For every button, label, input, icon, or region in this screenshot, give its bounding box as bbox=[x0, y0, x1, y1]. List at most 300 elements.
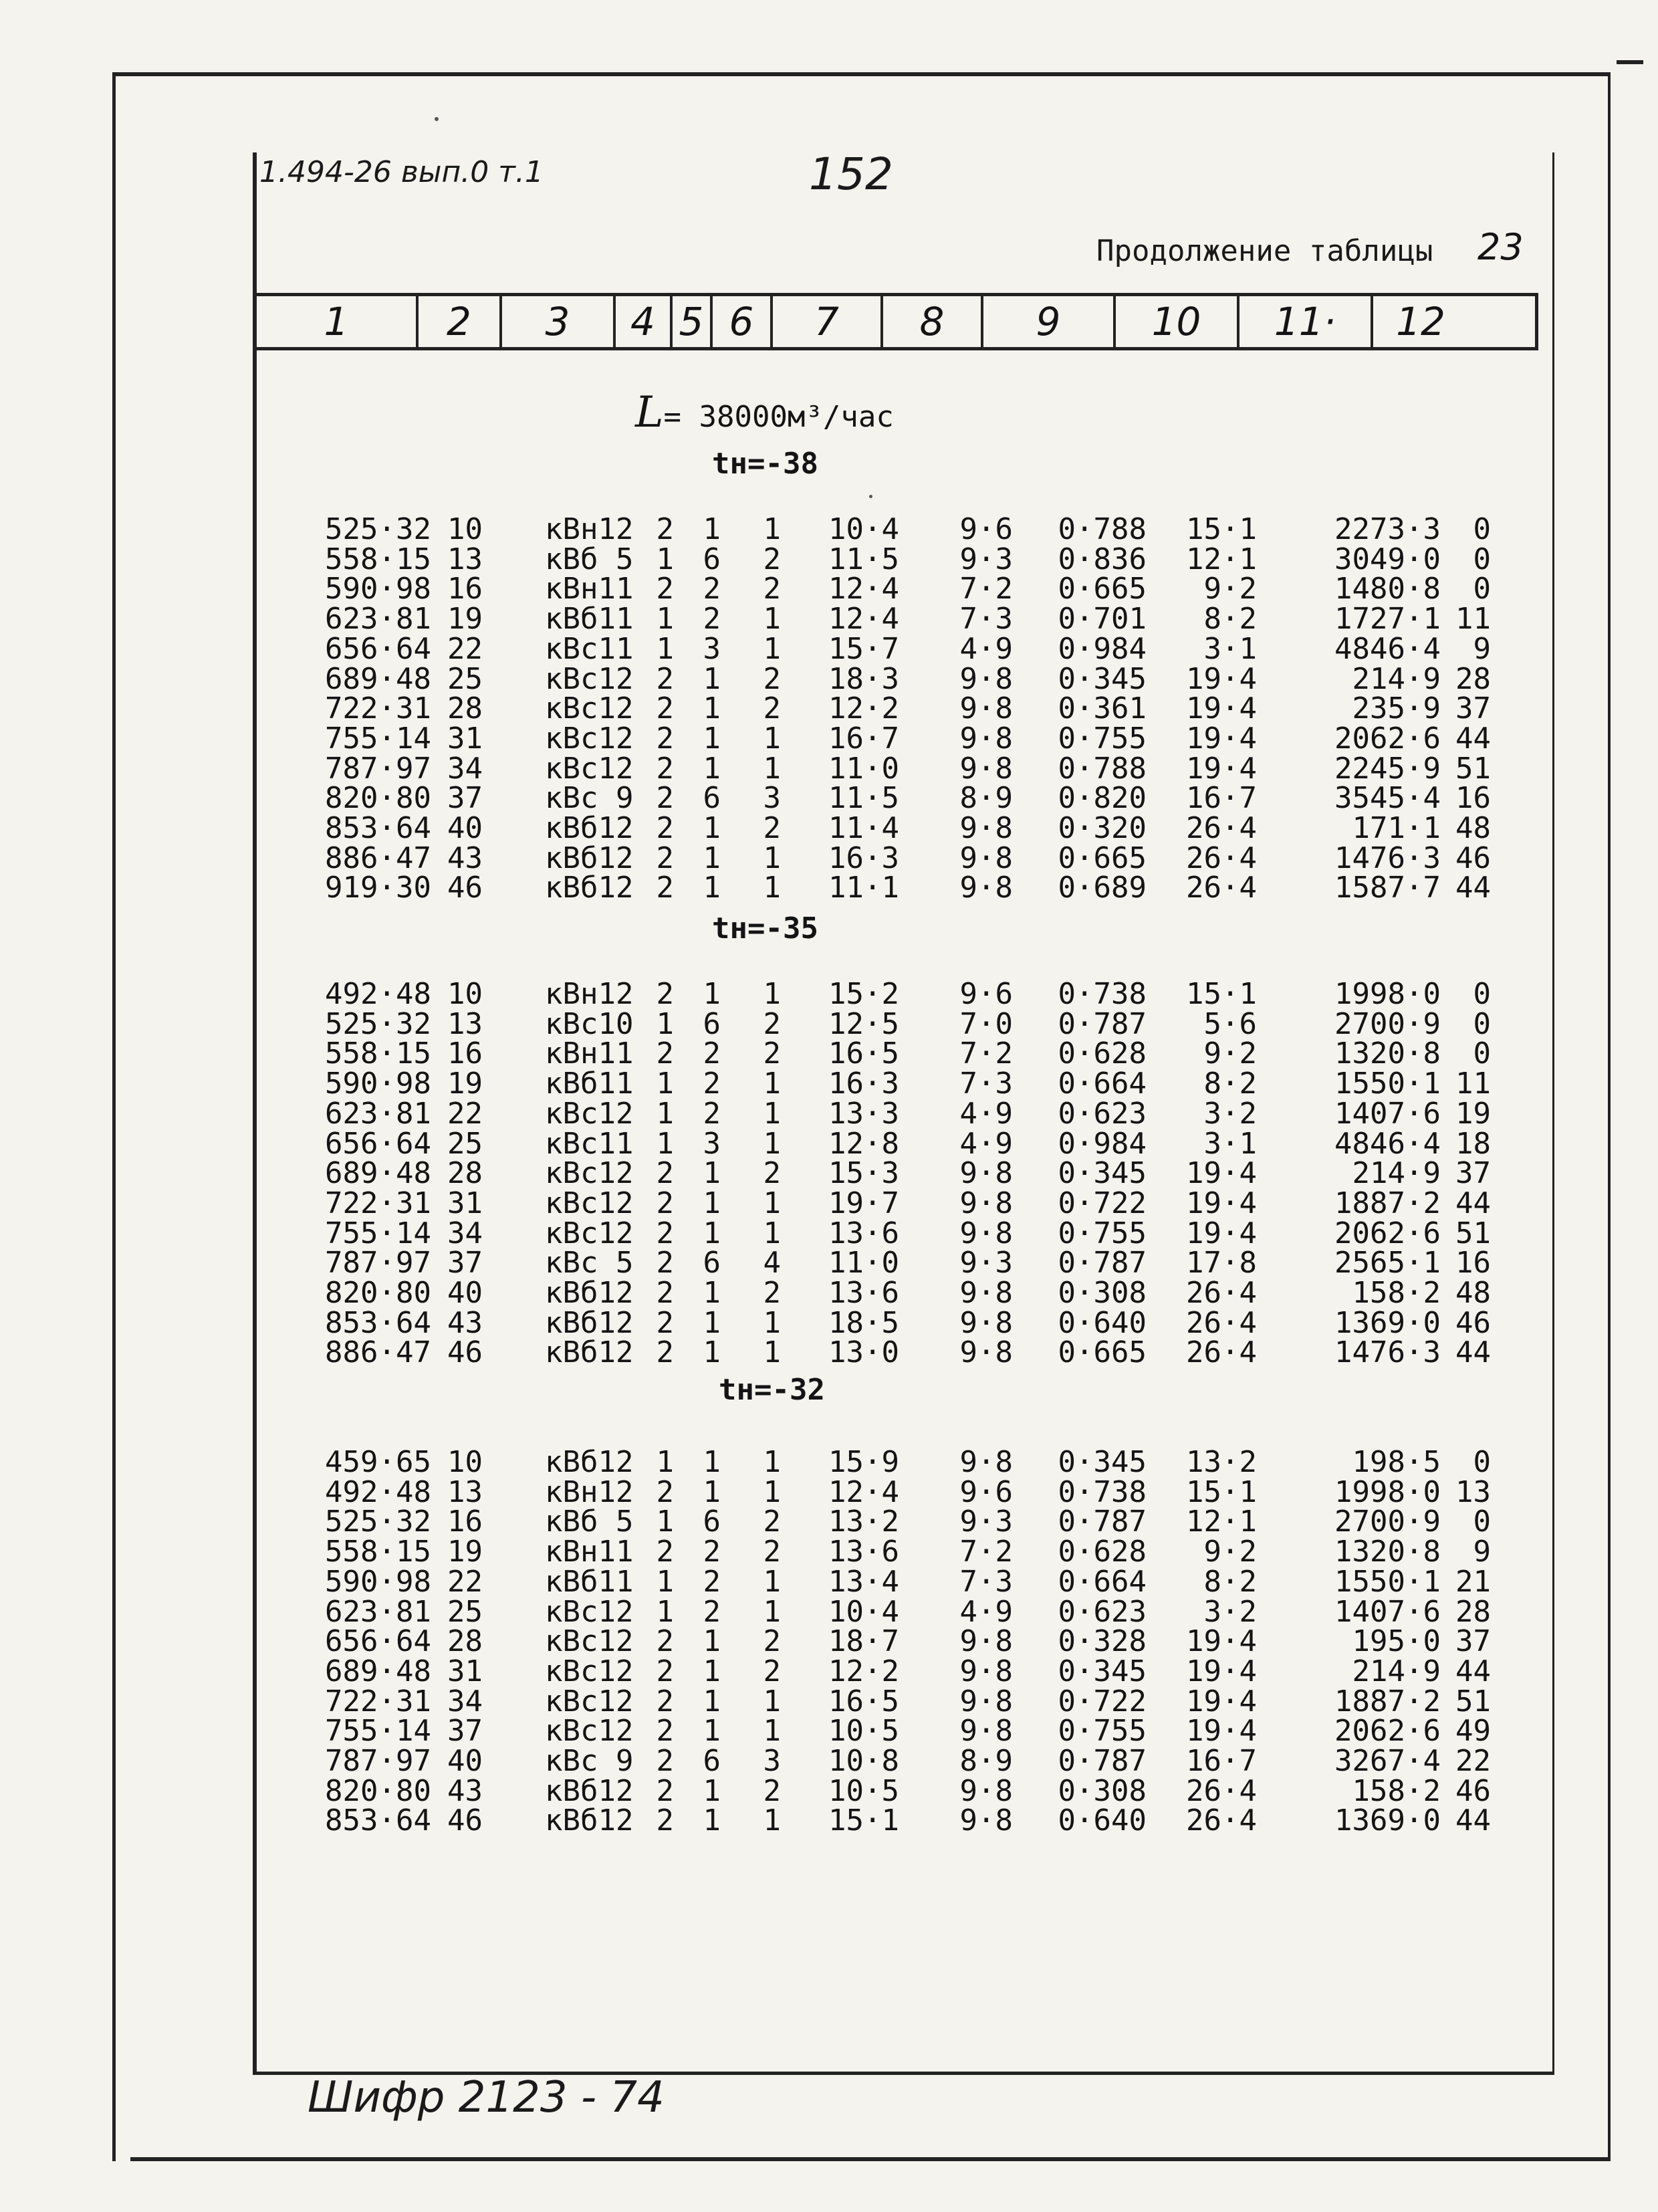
cell-col-7: 13·0 bbox=[828, 1335, 899, 1370]
cell-col-2: 40 bbox=[447, 1744, 483, 1778]
cell-col-4: 1 bbox=[656, 1505, 674, 1539]
table-row bbox=[0, 1537, 1658, 1567]
cell-col-7: 12·4 bbox=[828, 1474, 899, 1509]
cell-col-11: 2062·6 bbox=[1334, 1216, 1441, 1250]
cell-col-12: 46 bbox=[1455, 841, 1491, 875]
cell-col-12: 28 bbox=[1455, 661, 1491, 696]
table-row bbox=[0, 602, 1658, 637]
cell-col-7: 11·5 bbox=[828, 781, 899, 816]
column-header-12: 12 bbox=[1396, 299, 1445, 344]
cell-col-9: 0·787 bbox=[1058, 1505, 1147, 1539]
cell-col-6: 2 bbox=[763, 1505, 781, 1539]
cell-col-11: 1887·2 bbox=[1334, 1684, 1441, 1719]
table-row bbox=[0, 1744, 1658, 1778]
cell-col-3: кВб12 bbox=[545, 1276, 634, 1310]
cell-col-11: 2062·6 bbox=[1334, 721, 1441, 756]
cell-col-9: 0·787 bbox=[1058, 1744, 1147, 1778]
cell-col-10: 15·1 bbox=[1186, 512, 1257, 546]
cell-col-11: 1320·8 bbox=[1334, 1535, 1441, 1569]
cell-col-5: 2 bbox=[703, 1564, 721, 1599]
cell-col-3: кВн11 bbox=[545, 1036, 634, 1071]
cell-col-7: 16·5 bbox=[828, 1684, 899, 1719]
cell-col-11: 1320·8 bbox=[1334, 1036, 1441, 1071]
table-row bbox=[0, 631, 1658, 666]
cell-col-11: 2273·3 bbox=[1334, 512, 1441, 546]
cell-col-2: 43 bbox=[447, 841, 483, 875]
flow-rate-value: = 38000м³/час bbox=[663, 400, 894, 434]
cell-col-8: 9·3 bbox=[959, 542, 1013, 576]
cell-col-10: 3·1 bbox=[1203, 631, 1257, 666]
cell-col-6: 1 bbox=[763, 1803, 781, 1838]
cell-col-9: 0·345 bbox=[1058, 1156, 1147, 1191]
cell-col-7: 11·5 bbox=[828, 542, 899, 576]
cell-col-11: 4846·4 bbox=[1334, 631, 1441, 666]
cell-col-10: 15·1 bbox=[1186, 977, 1257, 1011]
cell-col-8: 9·8 bbox=[959, 1276, 1013, 1310]
cell-col-8: 7·3 bbox=[959, 1564, 1013, 1599]
cell-col-3: кВс12 bbox=[545, 1654, 634, 1688]
cell-col-9: 0·689 bbox=[1058, 871, 1147, 905]
cell-col-9: 0·664 bbox=[1058, 1564, 1147, 1599]
table-row bbox=[0, 1654, 1658, 1688]
cell-col-6: 1 bbox=[763, 1594, 781, 1629]
table-row bbox=[0, 1474, 1658, 1509]
cell-col-5: 1 bbox=[703, 691, 721, 726]
cell-col-12: 0 bbox=[1473, 977, 1491, 1011]
cell-col-12: 9 bbox=[1473, 631, 1491, 666]
cell-col-5: 2 bbox=[703, 602, 721, 637]
cell-col-7: 15·3 bbox=[828, 1156, 899, 1191]
cell-col-1: 558·15 bbox=[325, 1036, 431, 1071]
cell-col-7: 13·3 bbox=[828, 1096, 899, 1131]
cell-col-3: кВб12 bbox=[545, 841, 634, 875]
cell-col-10: 19·4 bbox=[1186, 721, 1257, 756]
cell-col-10: 26·4 bbox=[1186, 1335, 1257, 1370]
cell-col-12: 37 bbox=[1455, 1624, 1491, 1659]
cell-col-12: 0 bbox=[1473, 1445, 1491, 1479]
cell-col-11: 214·9 bbox=[1352, 661, 1441, 696]
cell-col-4: 1 bbox=[656, 1096, 674, 1131]
cell-col-1: 525·32 bbox=[325, 512, 431, 546]
cell-col-7: 12·4 bbox=[828, 572, 899, 606]
cell-col-9: 0·755 bbox=[1058, 1714, 1147, 1749]
cell-col-12: 44 bbox=[1455, 1803, 1491, 1838]
cell-col-3: кВн12 bbox=[545, 1474, 634, 1509]
cell-col-5: 6 bbox=[703, 1505, 721, 1539]
cell-col-4: 2 bbox=[656, 661, 674, 696]
column-header-10: 10 bbox=[1116, 296, 1239, 347]
cell-col-6: 2 bbox=[763, 1006, 781, 1041]
section-title: tн=-38 bbox=[712, 447, 818, 481]
table-row bbox=[0, 574, 1658, 604]
cell-col-8: 9·8 bbox=[959, 751, 1013, 786]
cell-col-4: 1 bbox=[656, 1006, 674, 1041]
table-row bbox=[0, 1335, 1658, 1370]
cell-col-6: 2 bbox=[763, 1773, 781, 1808]
cell-col-2: 19 bbox=[447, 602, 483, 637]
cell-col-7: 15·1 bbox=[828, 1803, 899, 1838]
cell-col-6: 2 bbox=[763, 1654, 781, 1688]
cell-col-10: 26·4 bbox=[1186, 1803, 1257, 1838]
cell-col-3: кВб11 bbox=[545, 602, 634, 637]
cell-col-12: 0 bbox=[1473, 572, 1491, 606]
cell-col-5: 1 bbox=[703, 1305, 721, 1340]
cell-col-1: 853·64 bbox=[325, 1305, 431, 1340]
cell-col-6: 1 bbox=[763, 721, 781, 756]
cell-col-7: 16·7 bbox=[828, 721, 899, 756]
cell-col-12: 48 bbox=[1455, 1276, 1491, 1310]
cell-col-5: 1 bbox=[703, 1654, 721, 1688]
cell-col-12: 13 bbox=[1455, 1474, 1491, 1509]
cell-col-9: 0·788 bbox=[1058, 512, 1147, 546]
cell-col-10: 16·7 bbox=[1186, 1744, 1257, 1778]
cell-col-12: 44 bbox=[1455, 721, 1491, 756]
cell-col-2: 10 bbox=[447, 512, 483, 546]
cell-col-5: 1 bbox=[703, 661, 721, 696]
cell-col-6: 1 bbox=[763, 1126, 781, 1161]
cell-col-9: 0·701 bbox=[1058, 602, 1147, 637]
cell-col-1: 590·98 bbox=[325, 1067, 431, 1101]
cell-col-4: 2 bbox=[656, 572, 674, 606]
cell-col-10: 16·7 bbox=[1186, 781, 1257, 816]
cell-col-3: кВс12 bbox=[545, 1594, 634, 1629]
cell-col-1: 623·81 bbox=[325, 602, 431, 637]
cell-col-9: 0·640 bbox=[1058, 1305, 1147, 1340]
cell-col-4: 2 bbox=[656, 512, 674, 546]
cell-col-4: 2 bbox=[656, 781, 674, 816]
cell-col-2: 28 bbox=[447, 691, 483, 726]
cell-col-10: 19·4 bbox=[1186, 691, 1257, 726]
cell-col-4: 2 bbox=[656, 1305, 674, 1340]
cell-col-5: 2 bbox=[703, 1096, 721, 1131]
cell-col-11: 1369·0 bbox=[1334, 1305, 1441, 1340]
cell-col-2: 34 bbox=[447, 1684, 483, 1719]
cell-col-12: 49 bbox=[1455, 1714, 1491, 1749]
cell-col-4: 1 bbox=[656, 631, 674, 666]
table-row bbox=[0, 1803, 1658, 1838]
cell-col-6: 2 bbox=[763, 1624, 781, 1659]
cell-col-4: 2 bbox=[656, 977, 674, 1011]
cell-col-3: кВб 5 bbox=[545, 542, 634, 576]
column-header-11: 11· bbox=[1239, 296, 1373, 347]
cell-col-2: 40 bbox=[447, 811, 483, 845]
cell-col-5: 1 bbox=[703, 751, 721, 786]
column-header-9: 9 bbox=[983, 296, 1116, 347]
cell-col-2: 46 bbox=[447, 1803, 483, 1838]
cell-col-12: 37 bbox=[1455, 1156, 1491, 1191]
cell-col-8: 9·8 bbox=[959, 1684, 1013, 1719]
cell-col-6: 2 bbox=[763, 661, 781, 696]
cell-col-1: 590·98 bbox=[325, 572, 431, 606]
cell-col-8: 9·8 bbox=[959, 691, 1013, 726]
column-header-4: 4 bbox=[616, 296, 673, 347]
cell-col-5: 1 bbox=[703, 1445, 721, 1479]
cell-col-10: 8·2 bbox=[1203, 602, 1257, 637]
cell-col-7: 18·3 bbox=[828, 661, 899, 696]
cell-col-8: 9·8 bbox=[959, 1156, 1013, 1191]
cell-col-8: 9·8 bbox=[959, 661, 1013, 696]
column-header-6: 6 bbox=[713, 296, 773, 347]
cell-col-11: 1727·1 bbox=[1334, 602, 1441, 637]
column-header-row bbox=[257, 293, 1538, 350]
cell-col-9: 0·820 bbox=[1058, 781, 1147, 816]
cell-col-2: 31 bbox=[447, 1186, 483, 1220]
column-header-3: 3 bbox=[502, 296, 616, 347]
cell-col-2: 31 bbox=[447, 721, 483, 756]
table-row bbox=[0, 691, 1658, 726]
cell-col-5: 2 bbox=[703, 1535, 721, 1569]
cell-col-11: 2700·9 bbox=[1334, 1505, 1441, 1539]
cell-col-12: 44 bbox=[1455, 1335, 1491, 1370]
cell-col-11: 2245·9 bbox=[1334, 751, 1441, 786]
cell-col-9: 0·665 bbox=[1058, 1335, 1147, 1370]
cell-col-4: 2 bbox=[656, 1335, 674, 1370]
cell-col-3: кВн12 bbox=[545, 977, 634, 1011]
cell-col-11: 1480·8 bbox=[1334, 572, 1441, 606]
cell-col-3: кВс12 bbox=[545, 1186, 634, 1220]
cell-col-9: 0·664 bbox=[1058, 1067, 1147, 1101]
cell-col-7: 12·5 bbox=[828, 1006, 899, 1041]
cell-col-2: 43 bbox=[447, 1773, 483, 1808]
cell-col-12: 19 bbox=[1455, 1096, 1491, 1131]
cell-col-11: 214·9 bbox=[1352, 1654, 1441, 1688]
cell-col-10: 8·2 bbox=[1203, 1067, 1257, 1101]
cell-col-8: 4·9 bbox=[959, 1594, 1013, 1629]
cell-col-2: 16 bbox=[447, 1505, 483, 1539]
cell-col-12: 18 bbox=[1455, 1126, 1491, 1161]
cell-col-9: 0·320 bbox=[1058, 811, 1147, 845]
cell-col-5: 1 bbox=[703, 811, 721, 845]
cell-col-5: 2 bbox=[703, 1036, 721, 1071]
cell-col-7: 12·2 bbox=[828, 691, 899, 726]
cell-col-6: 1 bbox=[763, 1096, 781, 1131]
cell-col-1: 886·47 bbox=[325, 1335, 431, 1370]
cell-col-8: 9·8 bbox=[959, 1305, 1013, 1340]
cell-col-7: 15·2 bbox=[828, 977, 899, 1011]
cell-col-5: 1 bbox=[703, 977, 721, 1011]
cell-col-7: 16·3 bbox=[828, 841, 899, 875]
table-row bbox=[0, 721, 1658, 756]
cell-col-1: 722·31 bbox=[325, 1684, 431, 1719]
cell-col-8: 9·8 bbox=[959, 1624, 1013, 1659]
cell-col-7: 13·6 bbox=[828, 1276, 899, 1310]
cell-col-1: 722·31 bbox=[325, 691, 431, 726]
table-row bbox=[0, 1096, 1658, 1131]
cell-col-5: 2 bbox=[703, 572, 721, 606]
cell-col-10: 19·4 bbox=[1186, 1684, 1257, 1719]
cell-col-9: 0·738 bbox=[1058, 977, 1147, 1011]
cell-col-11: 1550·1 bbox=[1334, 1067, 1441, 1101]
cell-col-2: 19 bbox=[447, 1535, 483, 1569]
cell-col-2: 34 bbox=[447, 1216, 483, 1250]
cell-col-11: 1550·1 bbox=[1334, 1564, 1441, 1599]
cell-col-5: 1 bbox=[703, 1773, 721, 1808]
cell-col-9: 0·623 bbox=[1058, 1096, 1147, 1131]
cell-col-11: 3545·4 bbox=[1334, 781, 1441, 816]
cell-col-11: 235·9 bbox=[1352, 691, 1441, 726]
cell-col-11: 158·2 bbox=[1352, 1773, 1441, 1808]
cell-col-8: 9·8 bbox=[959, 1714, 1013, 1749]
cell-col-4: 2 bbox=[656, 1216, 674, 1250]
flow-symbol: L bbox=[635, 388, 664, 437]
cell-col-10: 3·1 bbox=[1203, 1126, 1257, 1161]
cell-col-4: 2 bbox=[656, 1624, 674, 1659]
cell-col-11: 2062·6 bbox=[1334, 1714, 1441, 1749]
cell-col-7: 15·7 bbox=[828, 631, 899, 666]
table-row bbox=[0, 1036, 1658, 1071]
cell-col-10: 3·2 bbox=[1203, 1594, 1257, 1629]
cell-col-2: 19 bbox=[447, 1067, 483, 1101]
cell-col-1: 623·81 bbox=[325, 1096, 431, 1131]
column-header-2: 2 bbox=[419, 296, 502, 347]
cell-col-10: 12·1 bbox=[1186, 1505, 1257, 1539]
cell-col-7: 12·4 bbox=[828, 602, 899, 637]
cell-col-8: 7·2 bbox=[959, 1036, 1013, 1071]
cell-col-4: 1 bbox=[656, 1594, 674, 1629]
cell-col-3: кВб12 bbox=[545, 871, 634, 905]
cell-col-9: 0·623 bbox=[1058, 1594, 1147, 1629]
cell-col-12: 21 bbox=[1455, 1564, 1491, 1599]
cell-col-9: 0·628 bbox=[1058, 1036, 1147, 1071]
cell-col-1: 656·64 bbox=[325, 1624, 431, 1659]
cell-col-1: 820·80 bbox=[325, 781, 431, 816]
table-row bbox=[0, 1564, 1658, 1599]
cell-col-9: 0·345 bbox=[1058, 661, 1147, 696]
table-continuation-title: Продолжение таблицы bbox=[1096, 234, 1433, 268]
cell-col-4: 2 bbox=[656, 691, 674, 726]
cell-col-1: 787·97 bbox=[325, 751, 431, 786]
cell-col-9: 0·361 bbox=[1058, 691, 1147, 726]
cell-col-2: 46 bbox=[447, 871, 483, 905]
cell-col-3: кВн12 bbox=[545, 512, 634, 546]
cell-col-10: 26·4 bbox=[1186, 1773, 1257, 1808]
cell-col-11: 1407·6 bbox=[1334, 1096, 1441, 1131]
cell-col-4: 2 bbox=[656, 1036, 674, 1071]
table-number: 23 bbox=[1477, 226, 1524, 268]
table-row bbox=[0, 1507, 1658, 1537]
cell-col-5: 1 bbox=[703, 841, 721, 875]
cell-col-1: 558·15 bbox=[325, 542, 431, 576]
table-row bbox=[0, 1684, 1658, 1719]
cell-col-6: 2 bbox=[763, 811, 781, 845]
cell-col-11: 2700·9 bbox=[1334, 1006, 1441, 1041]
cell-col-12: 11 bbox=[1455, 1067, 1491, 1101]
cell-col-7: 10·8 bbox=[828, 1744, 899, 1778]
cell-col-10: 26·4 bbox=[1186, 841, 1257, 875]
cell-col-2: 16 bbox=[447, 572, 483, 606]
cell-col-2: 34 bbox=[447, 751, 483, 786]
cell-col-2: 40 bbox=[447, 1276, 483, 1310]
cell-col-12: 0 bbox=[1473, 512, 1491, 546]
cell-col-1: 492·48 bbox=[325, 977, 431, 1011]
speck bbox=[869, 495, 872, 498]
cell-col-2: 28 bbox=[447, 1156, 483, 1191]
cell-col-5: 3 bbox=[703, 1126, 721, 1161]
cell-col-11: 2565·1 bbox=[1334, 1246, 1441, 1281]
cell-col-7: 11·4 bbox=[828, 811, 899, 845]
cell-col-3: кВб12 bbox=[545, 1445, 634, 1479]
cell-col-5: 1 bbox=[703, 1684, 721, 1719]
column-header-1: 1 bbox=[257, 296, 419, 347]
cell-col-4: 1 bbox=[656, 602, 674, 637]
cell-col-7: 10·4 bbox=[828, 1594, 899, 1629]
cell-col-3: кВс12 bbox=[545, 661, 634, 696]
cell-col-1: 656·64 bbox=[325, 1126, 431, 1161]
table-row bbox=[0, 542, 1658, 576]
table-row bbox=[0, 1714, 1658, 1749]
table-row bbox=[0, 1186, 1658, 1220]
cell-col-2: 46 bbox=[447, 1335, 483, 1370]
cell-col-6: 3 bbox=[763, 1744, 781, 1778]
cell-col-3: кВб12 bbox=[545, 1773, 634, 1808]
cell-col-9: 0·755 bbox=[1058, 1216, 1147, 1250]
cell-col-4: 2 bbox=[656, 1156, 674, 1191]
cell-col-4: 1 bbox=[656, 1126, 674, 1161]
cell-col-10: 13·2 bbox=[1186, 1445, 1257, 1479]
cell-col-3: кВс12 bbox=[545, 721, 634, 756]
cell-col-1: 820·80 bbox=[325, 1276, 431, 1310]
cell-col-6: 4 bbox=[763, 1246, 781, 1281]
cell-col-3: кВб 5 bbox=[545, 1505, 634, 1539]
cell-col-12: 51 bbox=[1455, 1684, 1491, 1719]
cell-col-4: 2 bbox=[656, 1684, 674, 1719]
cell-col-7: 12·2 bbox=[828, 1654, 899, 1688]
cell-col-9: 0·628 bbox=[1058, 1535, 1147, 1569]
cell-col-10: 9·2 bbox=[1203, 572, 1257, 606]
cell-col-4: 2 bbox=[656, 721, 674, 756]
cell-col-4: 1 bbox=[656, 1067, 674, 1101]
cell-col-9: 0·788 bbox=[1058, 751, 1147, 786]
cell-col-6: 1 bbox=[763, 1305, 781, 1340]
cell-col-10: 19·4 bbox=[1186, 1156, 1257, 1191]
cell-col-10: 19·4 bbox=[1186, 1186, 1257, 1220]
cell-col-10: 9·2 bbox=[1203, 1535, 1257, 1569]
cell-col-6: 2 bbox=[763, 542, 781, 576]
cell-col-11: 1998·0 bbox=[1334, 977, 1441, 1011]
cell-col-5: 1 bbox=[703, 1156, 721, 1191]
cell-col-12: 51 bbox=[1455, 1216, 1491, 1250]
cell-col-11: 3267·4 bbox=[1334, 1744, 1441, 1778]
cell-col-6: 1 bbox=[763, 1335, 781, 1370]
section-title: tн=-32 bbox=[719, 1373, 825, 1407]
cell-col-7: 13·6 bbox=[828, 1216, 899, 1250]
cell-col-4: 2 bbox=[656, 1474, 674, 1509]
cell-col-4: 1 bbox=[656, 1564, 674, 1599]
cell-col-11: 171·1 bbox=[1352, 811, 1441, 845]
cell-col-9: 0·722 bbox=[1058, 1684, 1147, 1719]
cell-col-11: 1998·0 bbox=[1334, 1474, 1441, 1509]
cell-col-12: 9 bbox=[1473, 1535, 1491, 1569]
cell-col-5: 1 bbox=[703, 1714, 721, 1749]
cell-col-7: 19·7 bbox=[828, 1186, 899, 1220]
cell-col-5: 6 bbox=[703, 542, 721, 576]
cell-col-3: кВн11 bbox=[545, 572, 634, 606]
table-row bbox=[0, 1246, 1658, 1281]
cell-col-2: 22 bbox=[447, 631, 483, 666]
cell-col-12: 46 bbox=[1455, 1305, 1491, 1340]
cell-col-7: 12·8 bbox=[828, 1126, 899, 1161]
cell-col-3: кВб11 bbox=[545, 1067, 634, 1101]
cell-col-7: 10·5 bbox=[828, 1773, 899, 1808]
cell-col-12: 46 bbox=[1455, 1773, 1491, 1808]
cell-col-3: кВб12 bbox=[545, 1305, 634, 1340]
cell-col-1: 755·14 bbox=[325, 1714, 431, 1749]
cell-col-4: 2 bbox=[656, 871, 674, 905]
cell-col-9: 0·787 bbox=[1058, 1246, 1147, 1281]
cell-col-5: 1 bbox=[703, 1186, 721, 1220]
cell-col-4: 2 bbox=[656, 1186, 674, 1220]
cell-col-10: 19·4 bbox=[1186, 661, 1257, 696]
